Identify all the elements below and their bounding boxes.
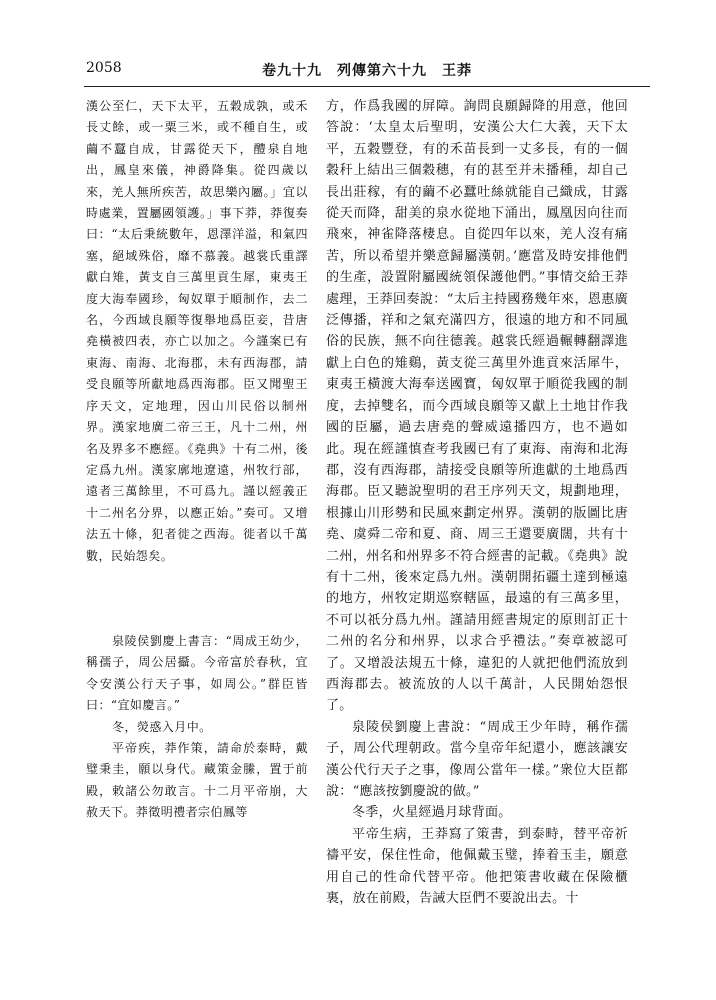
translation-paragraph-2: 泉陵侯劉慶上書說：“周成王少年時，稱作孺子，周公代理朝政。當今皇帝年紀還小，應該讓安漢公代行天子之事，像周公當年一樣。”衆位大臣都說：“應該按劉慶說的做。” xyxy=(326,719,628,799)
translation-paragraph-1: 方，作爲我國的屏障。詢問良願歸降的用意，他回答說：‘太皇太后聖明，安漢公大仁大義，天下太平，五穀豐登，有的禾苗長到一丈多長，有的一個穀秆上結出三個穀穗，有的甚至并未播種，却自己長出莊稼，有的繭不必蠶吐絲就能自己織成，甘露從天而降，甜美的泉水從地下涌出，鳳凰因向往而飛來，神雀降落棲息。自從四年以來，羌人沒有痛苦，所以希望并樂意歸屬漢朝。’應當及時安排他們的生產，設置附屬國統領保護他們。”事情交給王莽處理，王莽回奏說：“太后主持國務幾年來，恩惠廣泛傳播，祥和之氣充滿四方，很遠的地方和不同風俗的民族，無不向往德義。越裳氏經過輾轉翻譯進獻上白色的雉鷄，黃支從三萬里外進貢來活犀牛，東夷王橫渡大海奉送國寶，匈奴單于順從我國的制度，去掉雙名，而今西域良願等又獻上土地甘作我國的臣屬，過去唐堯的聲威遠播四方，也不過如此。現在經謹慎查考我國已有了東海、南海和北海郡，沒有西海郡，請接受良願等所進獻的土地爲西海郡。臣又聽說聖明的君王序列天文，規劃地理，根據山川形勢和民風來劃定州界。漢朝的版圖比唐堯、虞舜二帝和夏、商、周三王還要廣闊，共有十二州，州名和州界多不符合經書的記載。《堯典》說有十二州，後來定爲九州。漢朝開拓疆土達到極遠的地方，州牧定期巡察轄區，最遠的有三萬多里，不可以祇分爲九州。謹請用經書規定的原則訂正十二州的名分和州界，以求合乎禮法。”奏章被認可了。又增設法規五十條，違犯的人就把他們流放到西海郡去。被流放的人以千萬計，人民開始怨恨了。 xyxy=(326,99,628,714)
header-rule xyxy=(84,86,650,87)
classical-paragraph-2: 泉陵侯劉慶上書言：“周成王幼少，稱孺子，周公居攝。今帝富於春秋，宜令安漢公行天子事，如周公。”群臣皆曰：“宜如慶言。” xyxy=(86,633,308,713)
page-number: 2058 xyxy=(86,60,122,76)
page-header xyxy=(0,60,716,84)
translation-paragraph-3: 冬季，火星經過月球背面。 xyxy=(352,805,512,821)
running-title: 卷九十九 列傳第六十九 王莽 xyxy=(262,63,472,79)
classical-paragraph-3: 冬，熒惑入月中。 xyxy=(112,719,212,734)
column-spacer xyxy=(86,567,308,599)
column-spacer xyxy=(86,599,308,631)
translation-paragraph-4: 平帝生病，王莽寫了策書，到泰畤，替平帝祈禱平安，保住性命，他佩戴玉璧，捧着玉圭，願意用自己的性命代替平帝。他把策書收藏在保險櫃裏，放在前殿，告誡大臣們不要說出去。十 xyxy=(326,826,628,907)
classical-paragraph-4: 平帝疾，莽作策，請命於泰畤，戴璧秉圭，願以身代。藏策金縢，置于前殿，敕諸公勿敢言。十二月平帝崩，大赦天下。莽徵明禮者宗伯鳳等 xyxy=(86,740,308,820)
classical-paragraph-1: 漢公至仁，天下太平，五穀成孰，或禾長丈餘，或一粟三米，或不種自生，或繭不蠶自成，甘露從天下，醴泉自地出，鳳皇來儀，神爵降集。從四歲以來，羌人無所疾苦，故思樂內屬。」宜以時處業，置屬國領護。」事下莽，莽復奏曰：“太后秉統數年，恩澤洋溢，和氣四塞，絕域殊俗，靡不慕義。越裳氏重譯獻白雉，黃支自三萬里貢生犀，東夷王度大海奉國珍，匈奴單于順制作，去二名，今西域良願等復舉地爲臣妾，昔唐堯橫被四表，亦亡以加之。今謹案已有東海、南海、北海郡，未有西海郡，請受良願等所獻地爲西海郡。臣又聞聖王序天文，定地理，因山川民俗以制州界。漢家地廣二帝三王，凡十二州，州名及界多不應經。《堯典》十有二州，後定爲九州。漢家廓地遼遠，州牧行部，遠者三萬餘里，不可爲九。謹以經義正十二州名分界，以應正始。”奏可。又增法五十條，犯者徙之西海。徙者以千萬數，民始怨矣。 xyxy=(86,99,308,563)
translation-column xyxy=(326,96,628,909)
classical-text-column xyxy=(86,96,308,824)
